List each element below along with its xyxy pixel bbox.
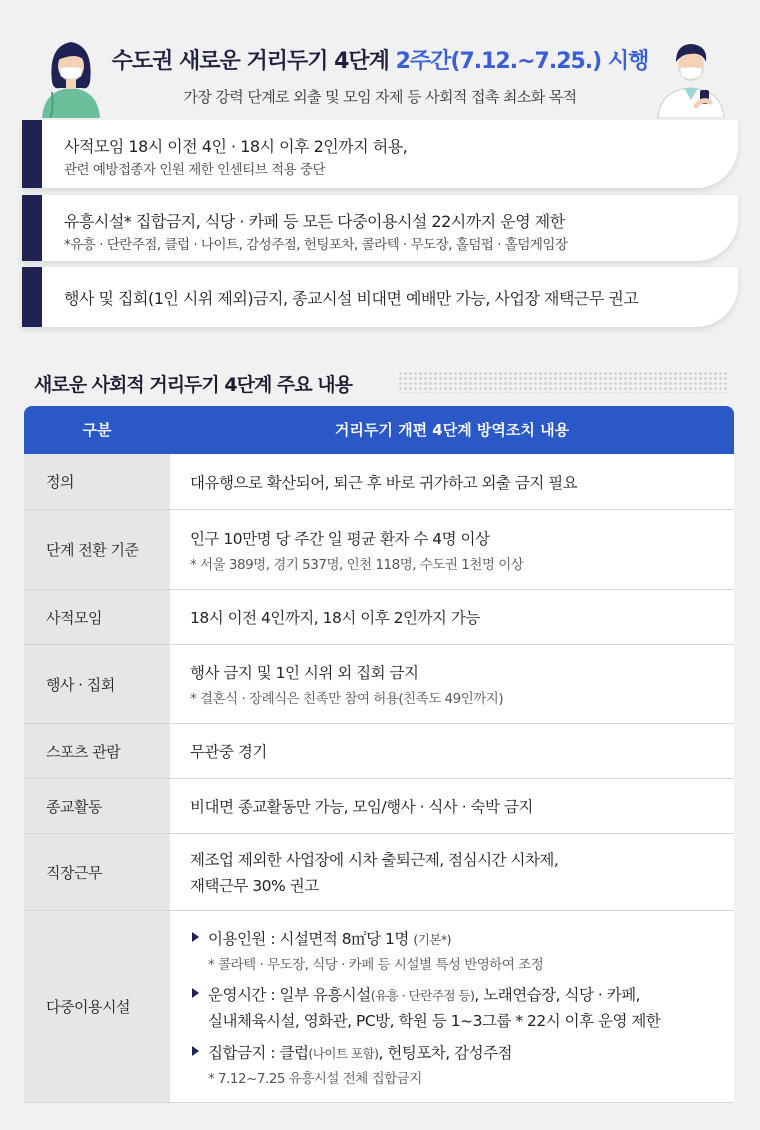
table-row	[24, 911, 734, 1103]
bullet-text: , 헌팅포차, 감성주점	[378, 1043, 513, 1062]
row-key: 다중이용시설	[24, 911, 170, 1102]
triangle-bullet-icon	[192, 988, 199, 998]
triangle-bullet-icon	[192, 932, 199, 942]
table-row	[24, 834, 734, 911]
notice-2-line1: 유흥시설* 집합금지, 식당 · 카페 등 모든 다중이용시설 22시까지 운영 제한	[64, 212, 565, 231]
man-illustration	[656, 36, 726, 118]
header	[0, 0, 760, 115]
row-value: 대유행으로 확산되어, 퇴근 후 바로 귀가하고 외출 금지 필요	[190, 473, 578, 492]
row-key: 직장근무	[24, 834, 170, 910]
section-title: 새로운 사회적 거리두기 4단계 주요 내용	[34, 374, 352, 396]
row-value: 무관중 경기	[190, 743, 267, 761]
table-row	[24, 454, 734, 510]
row-key: 정의	[24, 454, 170, 509]
card-accent-bar	[22, 267, 42, 327]
row-value-line2: 재택근무 30% 권고	[190, 877, 319, 895]
bullet-small-text: (유흥 · 단란주점 등)	[370, 987, 475, 1003]
bullet-note: * 콜라텍 · 무도장, 식당 · 카페 등 시설별 특성 반영하여 조정	[208, 956, 544, 973]
bullet-item	[190, 927, 734, 973]
notice-3-line1: 행사 및 집회(1인 시위 제외)금지, 종교시설 비대면 예배만 가능, 사업장 재택근무 권고	[64, 289, 639, 308]
table-row	[24, 510, 734, 590]
row-value: 행사 금지 및 1인 시위 외 집회 금지	[190, 664, 419, 682]
row-key: 스포츠 관람	[24, 724, 170, 778]
bullet-line2: 실내체육시설, 영화관, PC방, 학원 등 1~3그룹 * 22시 이후 운영 제한	[208, 1011, 661, 1030]
bullet-note: * 7.12~7.25 유흥시설 전체 집합금지	[208, 1070, 422, 1087]
page-subtitle: 가장 강력 단계로 외출 및 모임 자제 등 사회적 접촉 최소화 목적	[183, 88, 577, 106]
header-category: 구분	[82, 421, 112, 439]
notice-card-3	[22, 267, 738, 327]
row-value: 제조업 제외한 사업장에 시차 출퇴근제, 점심시간 시차제,	[190, 851, 559, 869]
title-main: 수도권 새로운 거리두기 4단계	[111, 49, 389, 74]
table-header	[24, 406, 734, 454]
bullet-text: , 노래연습장, 식당 · 카페,	[474, 985, 641, 1004]
notice-1-line2: 관련 예방접종자 인원 제한 인센티브 적용 중단	[64, 162, 326, 178]
notice-card-1	[22, 120, 738, 188]
row-value: 18시 이전 4인까지, 18시 이후 2인까지 가능	[190, 609, 480, 627]
row-key: 사적모임	[24, 590, 170, 644]
row-key: 종교활동	[24, 779, 170, 833]
title-highlight: 2주간(7.12.~7.25.) 시행	[395, 49, 649, 74]
row-value: 비대면 종교활동만 가능, 모임/행사 · 식사 · 숙박 금지	[190, 798, 533, 816]
bullet-text: 이용인원 : 시설면적 8㎡당 1명	[208, 929, 409, 948]
row-value: 인구 10만명 당 주간 일 평균 환자 수 4명 이상	[190, 529, 490, 548]
measures-table	[24, 406, 734, 1103]
table-row	[24, 590, 734, 645]
bullet-small-text: (나이트 포함)	[308, 1045, 379, 1061]
row-key: 단계 전환 기준	[24, 510, 170, 589]
row-note: * 결혼식 · 장례식은 친족만 참여 허용(친족도 49인까지)	[190, 691, 504, 707]
card-accent-bar	[22, 195, 42, 261]
bullet-item	[190, 1041, 734, 1087]
dot-pattern-decoration	[398, 371, 728, 393]
bullet-item	[190, 983, 734, 1031]
bullet-text: 운영시간 : 일부 유흥시설	[208, 985, 371, 1004]
notice-2-line2: *유흥 · 단란주점, 클럽 · 나이트, 감성주점, 헌팅포차, 콜라텍 · 무도장, 홀덤펍 · 홀덤게임장	[64, 237, 568, 253]
table-row	[24, 724, 734, 779]
table-row	[24, 779, 734, 834]
notice-card-2	[22, 195, 738, 261]
card-accent-bar	[22, 120, 42, 188]
triangle-bullet-icon	[192, 1046, 199, 1056]
row-key: 행사 · 집회	[24, 645, 170, 723]
row-note: * 서울 389명, 경기 537명, 인천 118명, 수도권 1천명 이상	[190, 556, 524, 573]
table-row	[24, 645, 734, 724]
header-content: 거리두기 개편 4단계 방역조치 내용	[334, 421, 570, 439]
notice-1-line1: 사적모임 18시 이전 4인 · 18시 이후 2인까지 허용,	[64, 137, 408, 156]
bullet-small-text: (기본*)	[413, 931, 451, 947]
bullet-text: 집합금지 : 클럽	[208, 1043, 309, 1062]
page-title	[0, 44, 760, 75]
